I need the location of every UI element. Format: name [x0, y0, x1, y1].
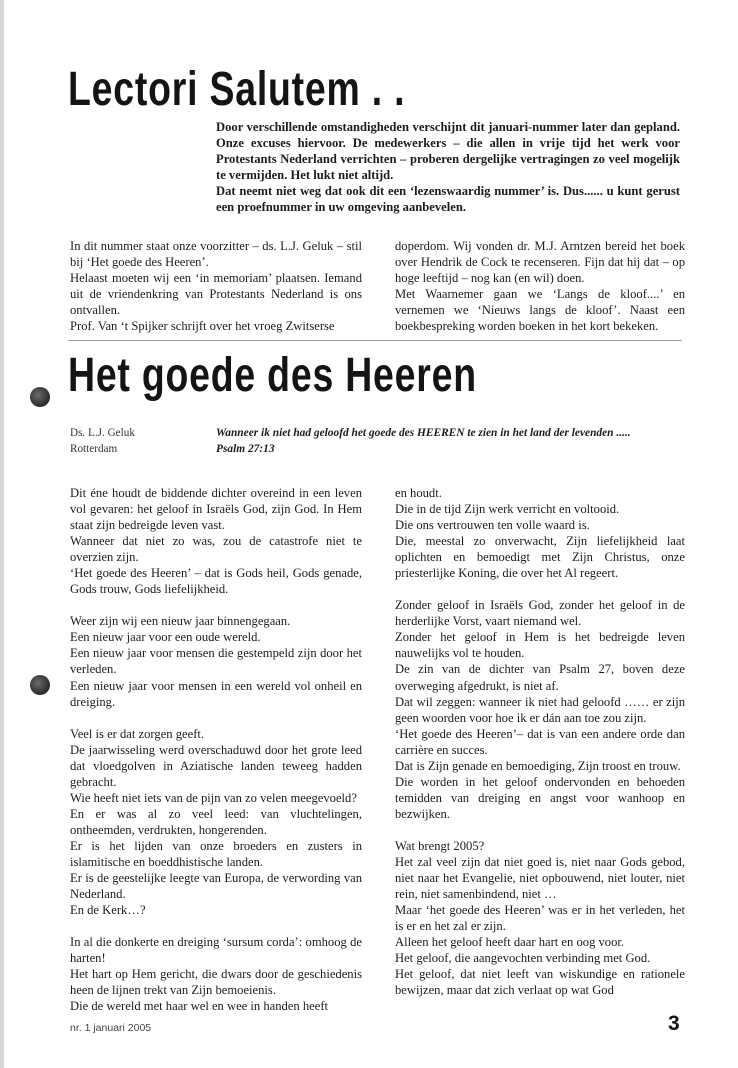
- article-line: Een nieuw jaar voor mensen die gestempeld zijn door het verleden.: [70, 646, 362, 677]
- article-line: ‘Het goede des Heeren’– dat is van een andere orde dan carrière en succes.: [395, 726, 685, 757]
- article-title: Het goede des Heeren: [68, 349, 477, 402]
- page-number: 3: [668, 1012, 680, 1035]
- article-line: Er is de geestelijke leegte van Europa, de verwording van Nederland.: [70, 871, 362, 902]
- article-line: Een nieuw jaar voor een oude wereld.: [70, 630, 261, 645]
- lectori-text: Prof. Van ‘t Spijker schrijft over het vroeg Zwitserse: [70, 319, 335, 334]
- article-line: Die, meestal zo onverwacht, Zijn liefelijkheid laat oplichten en bemoedigt met Zijn Christus, onze priesterlijke Koning, die over het Al regeert.: [395, 534, 685, 581]
- section-divider: [68, 340, 682, 341]
- article-line: Er is het lijden van onze broeders en zusters in islamitische en boeddhistische landen.: [70, 838, 362, 869]
- article-line: ‘Het goede des Heeren’ – dat is Gods heil, Gods genade, Gods trouw, Gods liefelijkheid.: [70, 566, 362, 597]
- lectori-text: In dit nummer staat onze voorzitter – ds. L.J. Geluk – stil bij ‘Het goede des Heeren’.: [70, 239, 362, 270]
- article-line: Weer zijn wij een nieuw jaar binnengegaan.: [70, 614, 291, 629]
- article-line: Dat wil zeggen: wanneer ik niet had geloofd …… er zijn geen woorden voor hoe ik er dán aan toe zou zijn.: [395, 694, 685, 725]
- article-line: Die ons vertrouwen ten volle waard is.: [395, 518, 590, 533]
- article-line: En er was al zo veel leed: van vluchtelingen, ontheemden, verdrukten, hongerenden.: [70, 806, 362, 837]
- article-line: In al die donkerte en dreiging ‘sursum corda’: omhoog de harten!: [70, 935, 362, 966]
- article-line: Een nieuw jaar voor mensen in een wereld vol onheil en dreiging.: [70, 678, 362, 709]
- article-line: Zonder het geloof in Hem is het bedreigde leven nauwelijks vol te houden.: [395, 630, 685, 661]
- article-line: Wie heeft niet iets van de pijn van zo velen meegevoeld?: [70, 790, 357, 805]
- lectori-intro: [216, 119, 680, 215]
- lectori-left-column: [70, 238, 362, 334]
- article-line: Wat brengt 2005?: [395, 838, 485, 853]
- article-line: De jaarwisseling werd overschaduwd door het grote leed dat vloedgolven in Aziatische landen teweeg hadden gebracht.: [70, 742, 362, 789]
- intro-paragraph: Door verschillende omstandigheden verschijnt dit januari-nummer later dan gepland. Onze excuses hiervoor. De medewerkers – die allen in vrije tijd het werk voor Protestants Nederland verrichten – proberen dergelijke vertragingen zo veel mogelijk te vermijden. Het lukt niet altijd.: [216, 120, 680, 182]
- article-line: Dit éne houdt de biddende dichter overeind in een leven vol gevaren: het geloof in Israëls God, zijn God. In Hem staat zijn bedreigde leven vast.: [70, 486, 362, 533]
- lectori-text: Met Waarnemer gaan we ‘Langs de kloof....’ en vernemen we ‘Nieuws langs de kloof’. Naast een boekbespreking worden boeken in het kort bekeken.: [395, 287, 685, 334]
- article-line: en houdt.: [395, 486, 442, 500]
- article-line: Veel is er dat zorgen geeft.: [70, 726, 205, 741]
- article-line: Het geloof, dat niet leeft van wiskundige en rationele bewijzen, maar dat zich verlaat op wat God: [395, 967, 685, 998]
- article-right-column: [395, 485, 685, 998]
- lectori-right-column: [395, 238, 685, 334]
- article-left-column: [70, 485, 362, 1014]
- article-line: Alleen het geloof heeft daar hart en oog voor.: [395, 935, 625, 950]
- binder-hole-top: [30, 387, 50, 407]
- article-line: De zin van de dichter van Psalm 27, boven deze overweging afgedrukt, is niet af.: [395, 662, 685, 693]
- epigraph-reference: Psalm 27:13: [216, 443, 275, 455]
- article-author: [70, 425, 135, 457]
- article-epigraph: [216, 425, 682, 457]
- binder-hole-bottom: [30, 675, 50, 695]
- article-line: Die de wereld met haar wel en wee in handen heeft: [70, 999, 329, 1014]
- lectori-title: Lectori Salutem . .: [68, 63, 406, 116]
- article-line: Zonder geloof in Israëls God, zonder het geloof in de herderlijke Vorst, vaart niemand wel.: [395, 598, 685, 629]
- footer-issue: nr. 1 januari 2005: [70, 1022, 152, 1034]
- epigraph-quote: Wanneer ik niet had geloofd het goede des HEEREN te zien in het land der levenden .....: [216, 427, 631, 439]
- article-line: Het hart op Hem gericht, die dwars door de geschiedenis heen de lijnen trekt van Zijn bemoeienis.: [70, 967, 362, 998]
- article-line: Het zal veel zijn dat niet goed is, niet naar Gods gebod, niet naar het Evangelie, niet opbouwend, niet louter, niet rein, niet samenbindend, niet …: [395, 854, 685, 902]
- article-line: Maar ‘het goede des Heeren’ was er in het verleden, het is er en het zal er zijn.: [395, 903, 685, 934]
- article-line: Wanneer dat niet zo was, zou de catastrofe niet te overzien zijn.: [70, 534, 362, 565]
- author-city: Rotterdam: [70, 443, 118, 455]
- article-line: En de Kerk…?: [70, 903, 146, 918]
- intro-paragraph: Dat neemt niet weg dat ook dit een ‘lezenswaardig nummer’ is. Dus...... u kunt gerust een proefnummer in uw omgeving aanbevelen.: [216, 184, 680, 214]
- article-line: Dat is Zijn genade en bemoediging, Zijn troost en trouw.: [395, 758, 681, 773]
- page-spine: [0, 0, 4, 1068]
- author-name: Ds. L.J. Geluk: [70, 427, 135, 439]
- article-line: Die in de tijd Zijn werk verricht en voltooid.: [395, 502, 620, 517]
- lectori-text: doperdom. Wij vonden dr. M.J. Arntzen bereid het boek over Hendrik de Cock te recenseren. Fijn dat hij dat – op hoge leeftijd – nog kan (en wil) doen.: [395, 239, 685, 286]
- article-line: Het geloof, die aangevochten verbinding met God.: [395, 951, 651, 966]
- lectori-text: Helaast moeten wij een ‘in memoriam’ plaatsen. Iemand uit de vriendenkring van Protestants Nederland is ons ontvallen.: [70, 271, 362, 318]
- article-line: Die worden in het geloof ondervonden en behoeden temidden van dreiging en angst voor wanhoop en bezwijken.: [395, 774, 685, 821]
